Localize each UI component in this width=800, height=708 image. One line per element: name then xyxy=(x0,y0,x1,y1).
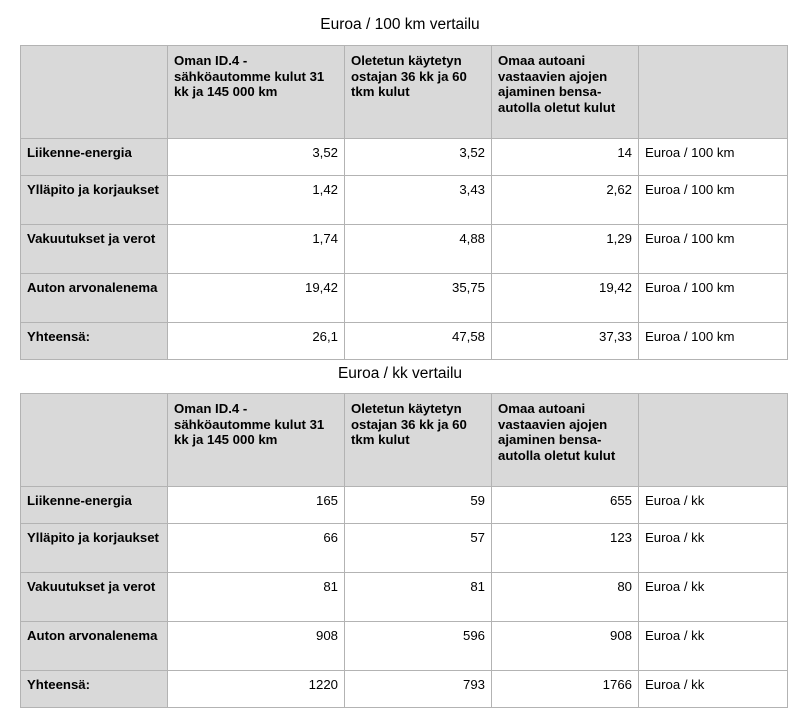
value-cell: 165 xyxy=(168,487,345,524)
table-row xyxy=(21,139,788,176)
total-row xyxy=(21,323,788,360)
header-cell-empty xyxy=(639,394,788,487)
row-label: Yhteensä: xyxy=(21,671,168,708)
value-cell: 1766 xyxy=(492,671,639,708)
unit-cell: Euroa / kk xyxy=(639,524,788,573)
value-cell: 2,62 xyxy=(492,176,639,225)
unit-cell: Euroa / 100 km xyxy=(639,225,788,274)
comparison-table-per-month xyxy=(20,393,788,708)
value-cell: 655 xyxy=(492,487,639,524)
header-cell: Oman ID.4 -sähköautomme kulut 31 kk ja 145 000 km xyxy=(168,394,345,487)
row-label: Vakuutukset ja verot xyxy=(21,573,168,622)
row-label: Vakuutukset ja verot xyxy=(21,225,168,274)
value-cell: 908 xyxy=(492,622,639,671)
table-title: Euroa / kk vertailu xyxy=(337,365,463,382)
value-cell: 57 xyxy=(345,524,492,573)
row-label: Auton arvonalenema xyxy=(21,274,168,323)
header-row xyxy=(21,46,788,139)
unit-cell: Euroa / kk xyxy=(639,622,788,671)
value-cell: 19,42 xyxy=(168,274,345,323)
header-row xyxy=(21,394,788,487)
table-row xyxy=(21,524,788,573)
unit-cell: Euroa / 100 km xyxy=(639,176,788,225)
header-cell-empty xyxy=(21,394,168,487)
unit-cell: Euroa / kk xyxy=(639,487,788,524)
value-cell: 1,29 xyxy=(492,225,639,274)
row-label: Auton arvonalenema xyxy=(21,622,168,671)
header-cell: Omaa autoani vastaavien ajojen ajaminen bensa-autolla oletut kulut xyxy=(492,394,639,487)
row-label: Yhteensä: xyxy=(21,323,168,360)
header-cell-empty xyxy=(21,46,168,139)
unit-cell: Euroa / kk xyxy=(639,573,788,622)
value-cell: 47,58 xyxy=(345,323,492,360)
value-cell: 1,42 xyxy=(168,176,345,225)
value-cell: 66 xyxy=(168,524,345,573)
unit-cell: Euroa / kk xyxy=(639,671,788,708)
header-cell: Oletetun käytetyn ostajan 36 kk ja 60 tkm kulut xyxy=(345,46,492,139)
value-cell: 14 xyxy=(492,139,639,176)
value-cell: 4,88 xyxy=(345,225,492,274)
comparison-table-per-100km xyxy=(20,45,788,360)
total-row xyxy=(21,671,788,708)
row-label: Ylläpito ja korjaukset xyxy=(21,176,168,225)
value-cell: 1,74 xyxy=(168,225,345,274)
header-cell: Oman ID.4 -sähköautomme kulut 31 kk ja 145 000 km xyxy=(168,46,345,139)
value-cell: 793 xyxy=(345,671,492,708)
header-cell: Omaa autoani vastaavien ajojen ajaminen bensa-autolla oletut kulut xyxy=(492,46,639,139)
unit-cell: Euroa / 100 km xyxy=(639,323,788,360)
value-cell: 3,43 xyxy=(345,176,492,225)
table-row xyxy=(21,573,788,622)
value-cell: 26,1 xyxy=(168,323,345,360)
value-cell: 908 xyxy=(168,622,345,671)
row-label: Liikenne-energia xyxy=(21,139,168,176)
value-cell: 81 xyxy=(345,573,492,622)
value-cell: 596 xyxy=(345,622,492,671)
table-row xyxy=(21,274,788,323)
row-label: Liikenne-energia xyxy=(21,487,168,524)
value-cell: 80 xyxy=(492,573,639,622)
value-cell: 1220 xyxy=(168,671,345,708)
table-title: Euroa / 100 km vertailu xyxy=(320,16,480,33)
row-label: Ylläpito ja korjaukset xyxy=(21,524,168,573)
value-cell: 35,75 xyxy=(345,274,492,323)
unit-cell: Euroa / 100 km xyxy=(639,274,788,323)
unit-cell: Euroa / 100 km xyxy=(639,139,788,176)
value-cell: 19,42 xyxy=(492,274,639,323)
value-cell: 81 xyxy=(168,573,345,622)
value-cell: 3,52 xyxy=(345,139,492,176)
header-cell: Oletetun käytetyn ostajan 36 kk ja 60 tkm kulut xyxy=(345,394,492,487)
header-cell-empty xyxy=(639,46,788,139)
table-row xyxy=(21,487,788,524)
value-cell: 123 xyxy=(492,524,639,573)
value-cell: 3,52 xyxy=(168,139,345,176)
value-cell: 37,33 xyxy=(492,323,639,360)
value-cell: 59 xyxy=(345,487,492,524)
table-row xyxy=(21,622,788,671)
table-row xyxy=(21,176,788,225)
table-row xyxy=(21,225,788,274)
